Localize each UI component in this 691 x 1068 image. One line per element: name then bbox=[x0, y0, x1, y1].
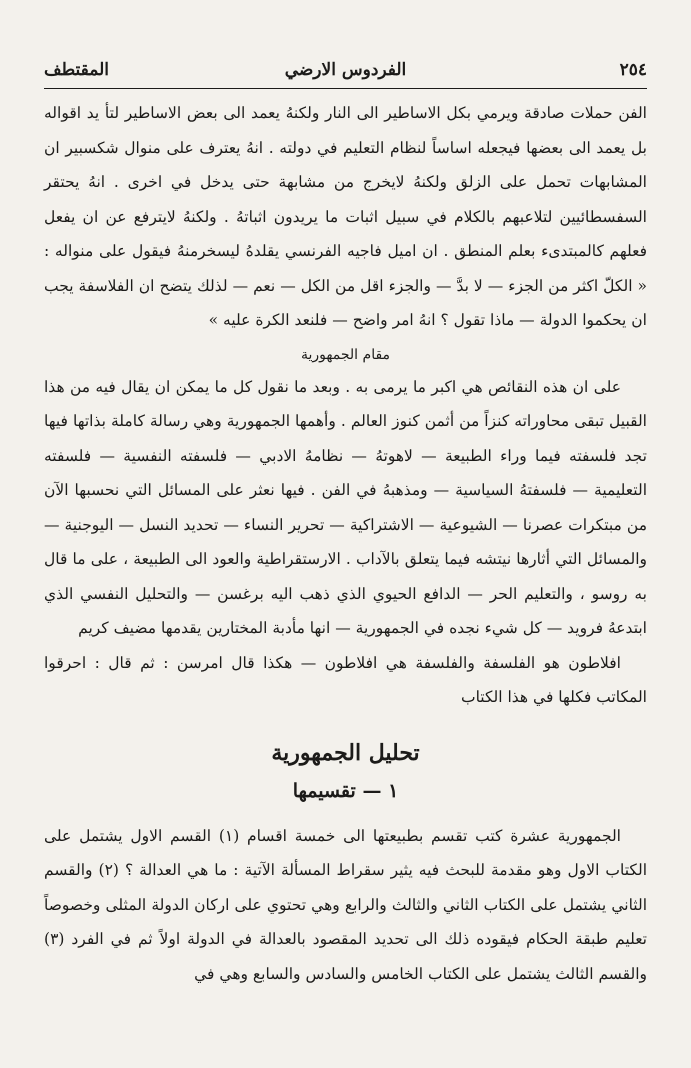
page-number: ٢٥٤ bbox=[619, 60, 647, 80]
paragraph: الفن حملات صادقة ويرمي بكل الاساطير الى النار ولكنهُ يعمد الى بعض الاساطير لتأ يد اقواله بل يعمد الى بعضها فيجعله اساساً لنظام التعليم في دولته . انهُ يعترف على منوال شكسبير ان المشابهات تحمل على الزلق ولكنهُ لايخرج من مشابهة حتى يدخل في اخرى . انهُ يحتقر السفسطائيين لتلاعبهم بالكلام في سبيل اثبات ما يريدون اثباتهُ . ولكنهُ لايترفع عن ان يفعل فعلهم كالمبتدىء بعلم المنطق . ان اميل فاجيه الفرنسي يقلدهُ ليسخرمنهُ فيقول على منواله : « الكلّ اكثر من الجزء — لا بدَّ — والجزء اقل من الكل — نعم — لذلك يتضح ان الفلاسفة يجب ان يحكموا الدولة — ماذا تقول ؟ انهُ امر واضح — فلنعد الكرة عليه » bbox=[44, 104, 647, 329]
running-title: الفردوس الارضي bbox=[284, 60, 407, 80]
section-subtitle: ١ — تقسيمها bbox=[292, 779, 399, 802]
paragraph: الجمهورية عشرة كتب تقسم بطبيعتها الى خمسة اقسام (١) القسم الاول يشتمل على الكتاب الاول وهو مقدمة للبحث فيه يثير سقراط المسألة الآتية : ما هي العدالة ؟ (٢) والقسم الثاني يشتمل على الكتاب الثاني والثالث والرابع وهي تحتوي على اركان الدولة المثلى وخصوصاً تعليم طبقة الحكام فيقوده ذلك الى تحديد المقصود بالعدالة في الدولة اولاً ثم في الفرد (٣) والقسم الثالث يشتمل على الكتاب الخامس والسادس والسابع وهي في bbox=[44, 826, 647, 983]
subheading: مقام الجمهورية bbox=[300, 346, 391, 363]
journal-name: المقتطف bbox=[44, 60, 110, 80]
running-head bbox=[44, 58, 647, 82]
header-rule bbox=[44, 88, 647, 89]
paragraph: افلاطون هو الفلسفة والفلسفة هي افلاطون — هكذا قال امرسن : ثم قال : احرقوا المكاتب فكلها في هذا الكتاب bbox=[44, 653, 647, 706]
paragraph: على ان هذه النقائص هي اكبر ما يرمى به . وبعد ما نقول كل ما يمكن ان يقال فيه من هذا القبيل تبقى محاوراته كنزاً من أثمن كنوز العالم . وأهمها الجمهورية وهي رسالة كاملة بذاتها فيها تجد فلسفته فيما وراء الطبيعة — لاهوتهُ — نظامهُ الادبي — فلسفته النفسية — فلسفته التعليمية — فلسفتهُ السياسية — ومذهبهُ في الفن . فيها نعثر على المسائل التي نحسبها الآن من مبتكرات عصرنا — الشيوعية — الاشتراكية — تحرير النساء — تحديد النسل — اليوجنية — والمسائل التي أثارها نيتشه فيما يتعلق بالآداب . الارستقراطية والعود الى الطبيعة ، على ما قال به روسو ، والتعليم الحر — الدافع الحيوي الذي ذهب اليه برغسن — والتحليل النفسي الذي ابتدعهُ فرويد — كل شيء نجده في الجمهورية — انها مأدبة المختارين يقدمها مضيف كريم bbox=[44, 377, 647, 637]
section-title: تحليل الجمهورية bbox=[271, 739, 420, 766]
page-body bbox=[44, 96, 647, 991]
